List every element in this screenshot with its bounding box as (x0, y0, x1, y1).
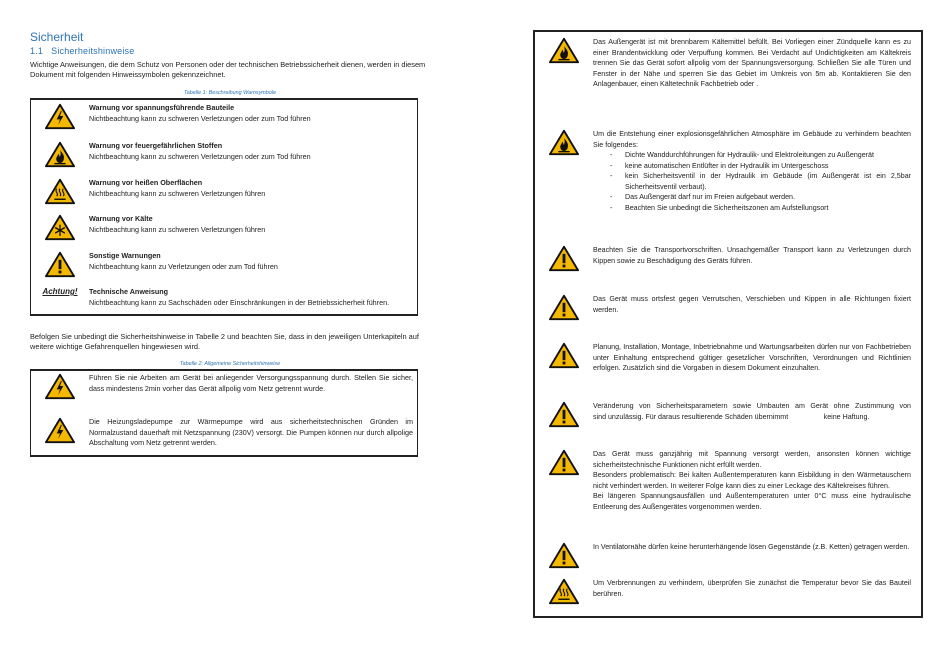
row-text: Führen Sie nie Arbeiten am Gerät bei anliegender Versorgungsspannung durch. Stellen Sie sicher, dass mindestens 2min vorher das Gerät allpolig vom Netz getrennt wurde. (89, 373, 413, 393)
table-row (535, 294, 921, 321)
exclamation-icon (549, 401, 579, 428)
cold-icon (45, 214, 75, 241)
row-text: Beachten Sie die Transportvorschriften. Unsachgemäßer Transport kann zu Verletzungen durch Kippen sowie zu Beschädigung des Geräts führen. (593, 246, 911, 265)
fire-icon (45, 141, 75, 168)
exclamation-icon (45, 251, 75, 278)
requirements-list (593, 150, 911, 213)
table-row (535, 37, 921, 90)
table2-caption: Tabelle 2: Allgemeine Sicherheitshinweise (179, 361, 281, 367)
row-title: Warnung vor heißen Oberflächen (89, 178, 203, 187)
table-row (31, 103, 417, 141)
list-item: - kein Sicherheitsventil in der Hydraulik im Gebäude (im Außengerät ist ein 2,5bar Sicherheitsventil verbaut). (593, 171, 911, 192)
row-text: Planung, Installation, Montage, Inbetriebnahme und Wartungsarbeiten dürfen nur von Fachbetrieben unter Einhaltung entsprechend gültiger gesetzlicher Vorschriften, Verordnungen und Richtlinien erfolgen. Zusätzlich sind die Vorgaben in diesem Dokument einzuhalten. (593, 343, 911, 372)
row-title: Warnung vor Kälte (89, 214, 153, 223)
row-text: Um Verbrennungen zu verhindern, überprüfen Sie zunächst die Temperatur bevor Sie das Bauteil berühren. (593, 579, 911, 598)
section-heading: 1.1 Sicherheitshinweise (30, 46, 135, 56)
general-safety-table (30, 369, 418, 457)
table-row (31, 373, 417, 417)
table-row (31, 417, 417, 449)
table-row (535, 342, 921, 374)
row-title: Sonstige Warnungen (89, 251, 161, 260)
row-text: Das Gerät muss ortsfest gegen Verrutschen, Verschieben und Kippen in alle Richtungen fixiert werden. (593, 295, 911, 314)
follow-text: Befolgen Sie unbedingt die Sicherheitshinweise in Tabelle 2 und beachten Sie, dass in den jeweiligen Unterkapiteln auf weitere wichtige Gefahrenquellen hingewiesen wird. (30, 332, 419, 351)
row-text: Bei längeren Spannungsausfällen und Außentemperaturen unter 0°C muss eine hydraulische Entleerung des Außengerätes vorgenommen werden. (593, 492, 911, 511)
table-row (535, 401, 935, 428)
row-title: Technische Anweisung (89, 287, 169, 296)
table-row (31, 214, 417, 251)
hot-surface-icon (45, 178, 75, 205)
row-text: Nichtbeachtung kann zu Verletzungen oder zum Tod führen (89, 261, 278, 271)
safety-instructions-table (533, 30, 935, 618)
list-item: - keine automatischen Entlüfter in der Hydraulik im Untergeschoss (593, 161, 911, 172)
table-row (535, 449, 921, 512)
table-row (31, 178, 417, 214)
list-item: - Dichte Wanddurchführungen für Hydraulik- und Elektroleitungen zu Außengerät (593, 150, 911, 161)
table-row (535, 129, 921, 213)
list-item: - Das Außengerät darf nur im Freien aufgebaut werden. (593, 192, 911, 203)
exclamation-icon (549, 245, 579, 272)
row-text: Das Außengerät ist mit brennbarem Kältemittel befüllt. Bei Vorliegen einer Zündquelle kann es zu einer Brandentwicklung oder Verpuffung kommen. Bei Verdacht auf Undichtigkeiten am Kältekreis trennen Sie das Gerät sofort allpolig vom der Spannungsversorgung. Schließen Sie alle Türen und Fenster in der Nähe und sperren Sie das Gebiet im Umkreis von 5m ab. Kontaktieren Sie den Anlagenbauer, einen Kältetechnik Fachbetrieb oder . (593, 38, 911, 88)
row-text: Nichtbeachtung kann zu schweren Verletzungen führen (89, 188, 266, 198)
row-text: Das Gerät muss ganzjährig mit Spannung versorgt werden, ansonsten können wichtige sicherheitstechnische Funktionen nicht erfüllt werden. (593, 450, 911, 469)
warning-symbols-table (30, 98, 418, 316)
exclamation-icon (549, 342, 579, 369)
table-row (535, 245, 921, 272)
electric-shock-icon (45, 417, 75, 444)
table-row (31, 287, 417, 308)
hot-surface-icon (549, 578, 579, 605)
achtung-label: Achtung! (42, 287, 78, 296)
table1-caption: Tabelle 1: Beschreibung Warnsymbole (184, 90, 276, 96)
exclamation-icon (549, 294, 579, 321)
intro-text: Wichtige Anweisungen, die dem Schutz von Personen oder der technischen Betriebssicherheit dienen, werden in diesem Dokument mit folgenden Hinweissymbolen gekennzeichnet. (30, 60, 426, 79)
table-row (31, 251, 417, 287)
fire-icon (549, 37, 579, 64)
electric-shock-icon (45, 103, 75, 130)
row-text: In Ventilatorнähe dürfen keine herunterhängende lösen Gegenstände (z.B. Ketten) getragen werden. (593, 543, 910, 551)
row-text: Besonders problematisch: Bei kalten Außentemperaturen kann Eisbildung in den Wärmetauschern nicht verhindert werden. In weiterer Folge kann dies zu einer Leckage des Kältekreises führen. (593, 471, 911, 490)
row-text: Veränderung von Sicherheitsparametern sowie Umbauten am Gerät ohne Zustimmung von sind unzulässig. Für daraus resultierende Schäden übernimmt keine Haftung. (593, 402, 935, 421)
table-row (535, 578, 921, 605)
row-text: Nichtbeachtung kann zu schweren Verletzungen oder zum Tod führen (89, 113, 311, 123)
row-text: Die Heizungsladepumpe zur Wärmepumpe wird aus sicherheitstechnischen Gründen im Normalzustand dauerhaft mit Netzspannung (230V) versorgt. Die Pumpen können nur durch allpolige Abschaltung vom Netz getrennt werden. (89, 417, 413, 447)
exclamation-icon (549, 542, 579, 569)
list-item: - Beachten Sie unbedingt die Sicherheitszonen am Aufstellungsort (593, 203, 911, 214)
row-text: Um die Entstehung einer explosionsgefährlichen Atmosphäre im Gebäude zu verhindern beachten Sie folgendes: (593, 130, 911, 149)
left-column (30, 0, 430, 457)
electric-shock-icon (45, 373, 75, 400)
row-text: Nichtbeachtung kann zu Sachschäden oder Einschränkungen in der Betriebssicherheit führen. (89, 297, 390, 307)
table-row (31, 141, 417, 178)
table-row (535, 542, 921, 569)
row-text: Nichtbeachtung kann zu schweren Verletzungen führen (89, 224, 266, 234)
row-title: Warnung vor feuergefährlichen Stoffen (89, 141, 223, 150)
exclamation-icon (549, 449, 579, 476)
fire-icon (549, 129, 579, 156)
row-title: Warnung vor spannungsführende Bauteile (89, 103, 235, 112)
row-text: Nichtbeachtung kann zu schweren Verletzungen oder zum Tod führen (89, 151, 311, 161)
page-heading: Sicherheit (30, 30, 84, 44)
